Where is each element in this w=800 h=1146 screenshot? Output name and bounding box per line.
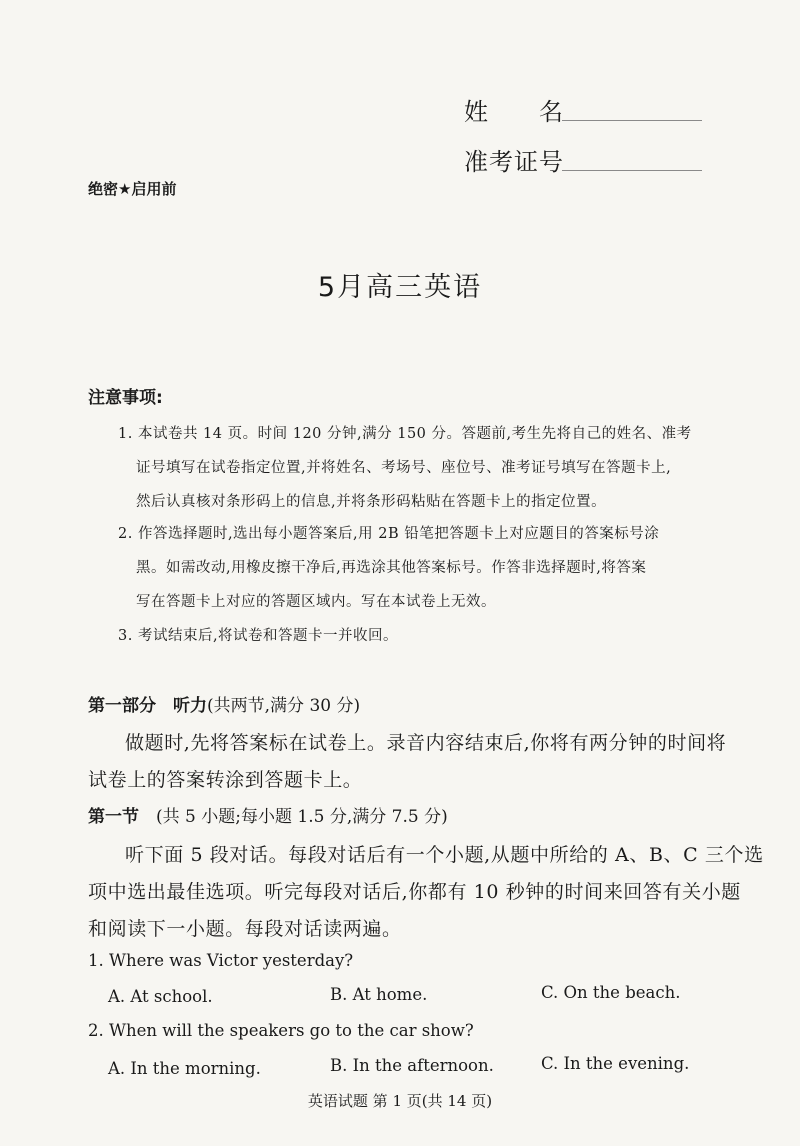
section1-heading-bold: 第一节 bbox=[88, 807, 139, 827]
part1-intro-line: 试卷上的答案转涂到答题卡上。 bbox=[88, 769, 363, 791]
name-label: 姓 名 bbox=[464, 98, 564, 126]
notice-line: 黑。如需改动,用橡皮擦干净后,再选涂其他答案标号。作答非选择题时,将答案 bbox=[136, 560, 647, 576]
exam-id-blank-line bbox=[562, 170, 702, 171]
notice-line: 3. 考试结束后,将试卷和答题卡一并收回。 bbox=[118, 628, 399, 644]
notice-line: 证号填写在试卷指定位置,并将姓名、考场号、座位号、准考证号填写在答题卡上, bbox=[136, 460, 672, 476]
section1-instruction-line: 听下面 5 段对话。每段对话后有一个小题,从题中所给的 A、B、C 三个选 bbox=[125, 844, 764, 866]
exam-id-label: 准考证号 bbox=[464, 148, 564, 176]
name-blank-line bbox=[562, 120, 702, 121]
part1-heading-rest: (共两节,满分 30 分) bbox=[207, 696, 361, 716]
secrecy-mark: 绝密★启用前 bbox=[88, 180, 177, 198]
section1-heading bbox=[88, 802, 448, 827]
question-2-text: 2. When will the speakers go to the car show? bbox=[88, 1021, 474, 1040]
question-2-option-a: A. In the morning. bbox=[108, 1059, 261, 1078]
question-2-option-c: C. In the evening. bbox=[541, 1054, 690, 1073]
question-1-text: 1. Where was Victor yesterday? bbox=[88, 951, 354, 970]
page-title: 5月高三英语 bbox=[317, 272, 483, 303]
section1-instruction-line: 项中选出最佳选项。听完每段对话后,你都有 10 秒钟的时间来回答有关小题 bbox=[88, 881, 741, 903]
notice-line: 1. 本试卷共 14 页。时间 120 分钟,满分 150 分。答题前,考生先将自己的姓名、准考 bbox=[118, 426, 692, 442]
section1-instruction-line: 和阅读下一小题。每段对话读两遍。 bbox=[88, 918, 402, 940]
notice-line: 然后认真核对条形码上的信息,并将条形码粘贴在答题卡上的指定位置。 bbox=[136, 494, 607, 510]
question-1-option-b: B. At home. bbox=[330, 985, 428, 1004]
notice-line: 写在答题卡上对应的答题区域内。写在本试卷上无效。 bbox=[136, 594, 496, 610]
notice-line: 2. 作答选择题时,选出每小题答案后,用 2B 铅笔把答题卡上对应题目的答案标号涂 bbox=[118, 526, 660, 542]
question-1-option-c: C. On the beach. bbox=[541, 983, 681, 1002]
notice-heading: 注意事项: bbox=[88, 388, 163, 408]
question-1-option-a: A. At school. bbox=[108, 987, 213, 1006]
part1-intro-line: 做题时,先将答案标在试卷上。录音内容结束后,你将有两分钟的时间将 bbox=[125, 732, 727, 754]
section1-heading-rest: (共 5 小题;每小题 1.5 分,满分 7.5 分) bbox=[156, 807, 448, 827]
part1-heading bbox=[88, 691, 360, 716]
page-footer: 英语试题 第 1 页(共 14 页) bbox=[307, 1092, 493, 1110]
question-2-option-b: B. In the afternoon. bbox=[330, 1056, 494, 1075]
part1-heading-bold: 第一部分 听力 bbox=[88, 696, 207, 716]
